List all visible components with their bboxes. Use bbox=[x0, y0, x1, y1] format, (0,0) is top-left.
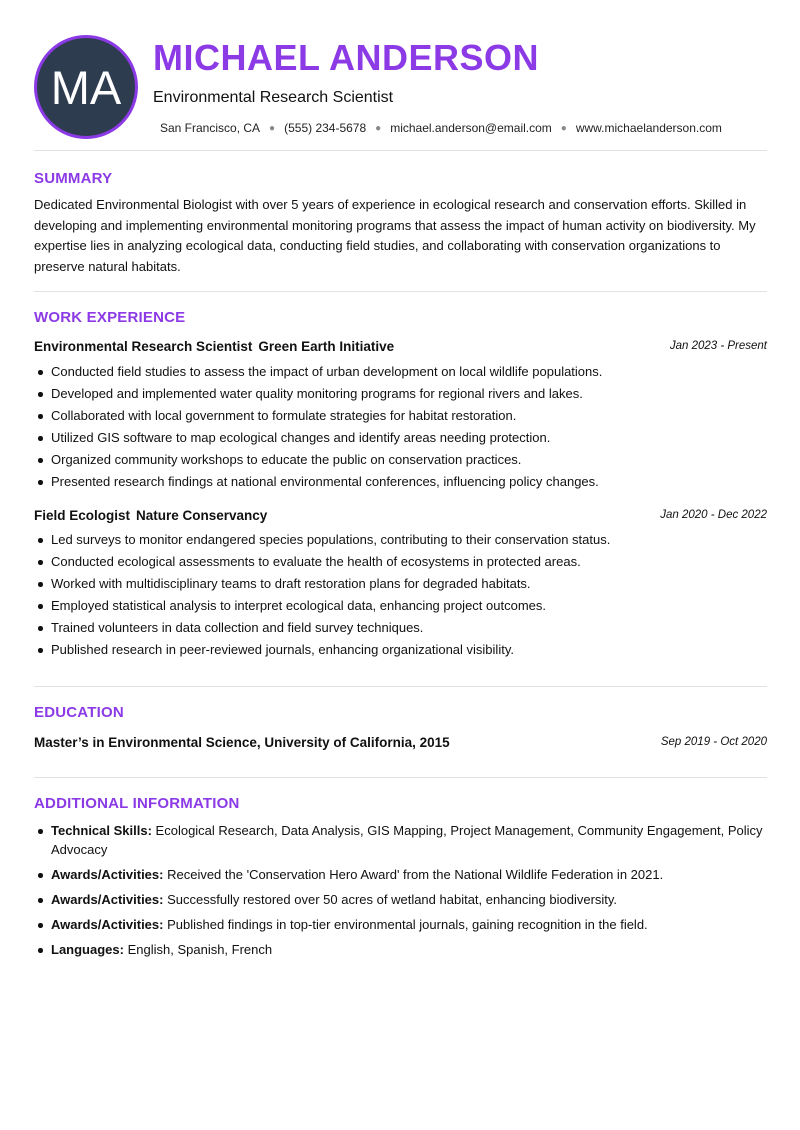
job-header bbox=[34, 337, 767, 355]
info-text: Successfully restored over 50 acres of wetland habitat, enhancing biodiversity. bbox=[167, 892, 618, 907]
info-label: Awards/Activities: bbox=[51, 892, 164, 907]
additional-info-list bbox=[34, 821, 767, 965]
job-company: Nature Conservancy bbox=[136, 507, 268, 523]
job-bullet-list bbox=[34, 361, 767, 493]
bullet-separator-icon: ● bbox=[269, 122, 276, 134]
job-bullet: Trained volunteers in data collection and field survey techniques. bbox=[34, 617, 767, 639]
job-bullet-list bbox=[34, 529, 767, 661]
job-bullet: Utilized GIS software to map ecological changes and identify areas needing protection. bbox=[34, 427, 767, 449]
education-entry bbox=[34, 733, 767, 751]
job-bullet: Collaborated with local government to formulate strategies for habitat restoration. bbox=[34, 405, 767, 427]
job-role: Field Ecologist bbox=[34, 507, 131, 523]
job-title-line bbox=[34, 508, 267, 523]
summary-heading: SUMMARY bbox=[34, 170, 113, 187]
job-bullet: Presented research findings at national environmental conferences, influencing policy changes. bbox=[34, 471, 767, 493]
job-bullet: Worked with multidisciplinary teams to draft restoration plans for degraded habitats. bbox=[34, 573, 767, 595]
avatar bbox=[34, 35, 138, 139]
section-divider bbox=[34, 150, 767, 151]
info-text: Received the 'Conservation Hero Award' from the National Wildlife Federation in 2021. bbox=[167, 867, 664, 882]
job-bullet: Conducted ecological assessments to evaluate the health of ecosystems in protected areas. bbox=[34, 551, 767, 573]
job-dates: Jan 2023 - Present bbox=[669, 340, 767, 352]
contact-email[interactable]: michael.anderson@email.com bbox=[390, 121, 552, 135]
info-text: Ecological Research, Data Analysis, GIS Mapping, Project Management, Community Engagement, Policy Advocacy bbox=[51, 823, 763, 857]
info-text: English, Spanish, French bbox=[127, 942, 273, 957]
job-bullet: Employed statistical analysis to interpret ecological data, enhancing project outcomes. bbox=[34, 595, 767, 617]
avatar-initials: MA bbox=[50, 60, 122, 114]
job-bullet: Published research in peer-reviewed journals, enhancing organizational visibility. bbox=[34, 639, 767, 661]
info-label: Languages: bbox=[51, 942, 124, 957]
info-item bbox=[34, 865, 767, 884]
bullet-separator-icon: ● bbox=[375, 122, 382, 134]
contact-location: San Francisco, CA bbox=[160, 121, 261, 135]
info-item bbox=[34, 890, 767, 909]
section-divider bbox=[34, 686, 767, 687]
additional-info-heading: ADDITIONAL INFORMATION bbox=[34, 795, 240, 812]
job-role: Environmental Research Scientist bbox=[34, 338, 253, 354]
education-dates: Sep 2019 - Oct 2020 bbox=[660, 736, 767, 748]
work-experience-heading: WORK EXPERIENCE bbox=[34, 309, 186, 326]
info-item bbox=[34, 821, 767, 859]
job-bullet: Conducted field studies to assess the impact of urban development on local wildlife populations. bbox=[34, 361, 767, 383]
contact-website[interactable]: www.michaelanderson.com bbox=[575, 121, 722, 135]
contact-phone: (555) 234-5678 bbox=[284, 121, 367, 135]
info-label: Technical Skills: bbox=[51, 823, 152, 838]
job-bullet: Led surveys to monitor endangered species populations, contributing to their conservation status. bbox=[34, 529, 767, 551]
job-title-line bbox=[34, 339, 394, 354]
job-header bbox=[34, 506, 767, 524]
education-degree: Master’s in Environmental Science, University of California, 2015 bbox=[34, 734, 450, 750]
education-heading: EDUCATION bbox=[34, 704, 124, 721]
job-bullet: Developed and implemented water quality monitoring programs for regional rivers and lakes. bbox=[34, 383, 767, 405]
candidate-name: MICHAEL ANDERSON bbox=[153, 37, 540, 78]
summary-text: Dedicated Environmental Biologist with over 5 years of experience in ecological research and conservation efforts. Skilled in developing and implementing environmental monitoring programs that assess the impact of human activity on biodiversity. My expertise lies in analyzing ecological data, conducting field studies, and collaborating with conservation organizations to preserve natural habitats. bbox=[34, 197, 756, 274]
candidate-title: Environmental Research Scientist bbox=[153, 89, 394, 106]
info-label: Awards/Activities: bbox=[51, 917, 164, 932]
section-divider bbox=[34, 291, 767, 292]
bullet-separator-icon: ● bbox=[560, 122, 567, 134]
job-dates: Jan 2020 - Dec 2022 bbox=[660, 509, 767, 521]
job-bullet: Organized community workshops to educate the public on conservation practices. bbox=[34, 449, 767, 471]
contact-bar bbox=[160, 120, 722, 136]
job-company: Green Earth Initiative bbox=[258, 338, 395, 354]
info-label: Awards/Activities: bbox=[51, 867, 164, 882]
info-item bbox=[34, 940, 767, 959]
section-divider bbox=[34, 777, 767, 778]
info-text: Published findings in top-tier environmental journals, gaining recognition in the field. bbox=[167, 917, 648, 932]
info-item bbox=[34, 915, 767, 934]
